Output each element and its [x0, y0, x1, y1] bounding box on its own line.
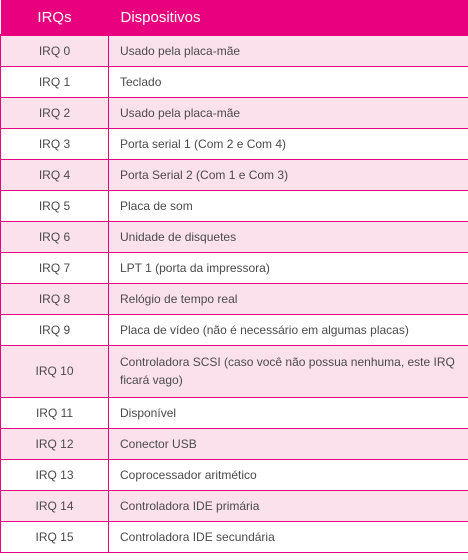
irq-cell: IRQ 4 [1, 159, 109, 190]
table-row [1, 128, 468, 159]
irq-cell: IRQ 11 [1, 397, 109, 428]
device-cell: Relógio de tempo real [109, 283, 468, 314]
table-header-row [1, 0, 468, 35]
table-row [1, 521, 468, 552]
device-cell: Porta serial 1 (Com 2 e Com 4) [109, 128, 468, 159]
device-cell: Controladora SCSI (caso você não possua nenhuma, este IRQ ficará vago) [109, 345, 468, 397]
table-row [1, 345, 468, 397]
table-row [1, 490, 468, 521]
device-cell: Unidade de disquetes [109, 221, 468, 252]
table-row [1, 35, 468, 66]
irq-cell: IRQ 3 [1, 128, 109, 159]
irq-cell: IRQ 13 [1, 459, 109, 490]
table-row [1, 97, 468, 128]
irq-cell: IRQ 7 [1, 252, 109, 283]
device-cell: Usado pela placa-mãe [109, 97, 468, 128]
table-row [1, 397, 468, 428]
table-row [1, 283, 468, 314]
device-cell: Conector USB [109, 428, 468, 459]
irq-cell: IRQ 1 [1, 66, 109, 97]
irq-cell: IRQ 6 [1, 221, 109, 252]
irq-cell: IRQ 0 [1, 35, 109, 66]
column-header-device: Dispositivos [109, 0, 468, 35]
irq-cell: IRQ 5 [1, 190, 109, 221]
table-row [1, 314, 468, 345]
irq-cell: IRQ 14 [1, 490, 109, 521]
device-cell: Coprocessador aritmético [109, 459, 468, 490]
device-cell: Placa de som [109, 190, 468, 221]
table-row [1, 66, 468, 97]
irq-cell: IRQ 15 [1, 521, 109, 552]
device-cell: Porta Serial 2 (Com 1 e Com 3) [109, 159, 468, 190]
table-row [1, 159, 468, 190]
device-cell: Disponível [109, 397, 468, 428]
table-row [1, 459, 468, 490]
table-row [1, 190, 468, 221]
irq-cell: IRQ 12 [1, 428, 109, 459]
irq-cell: IRQ 2 [1, 97, 109, 128]
table-row [1, 428, 468, 459]
irq-cell: IRQ 8 [1, 283, 109, 314]
device-cell: Placa de vídeo (não é necessário em algumas placas) [109, 314, 468, 345]
table-row [1, 252, 468, 283]
device-cell: Controladora IDE primária [109, 490, 468, 521]
device-cell: Usado pela placa-mãe [109, 35, 468, 66]
column-header-irq: IRQs [1, 0, 109, 35]
table-row [1, 221, 468, 252]
irq-cell: IRQ 9 [1, 314, 109, 345]
device-cell: Controladora IDE secundária [109, 521, 468, 552]
irq-cell: IRQ 10 [1, 345, 109, 397]
device-cell: Teclado [109, 66, 468, 97]
device-cell: LPT 1 (porta da impressora) [109, 252, 468, 283]
